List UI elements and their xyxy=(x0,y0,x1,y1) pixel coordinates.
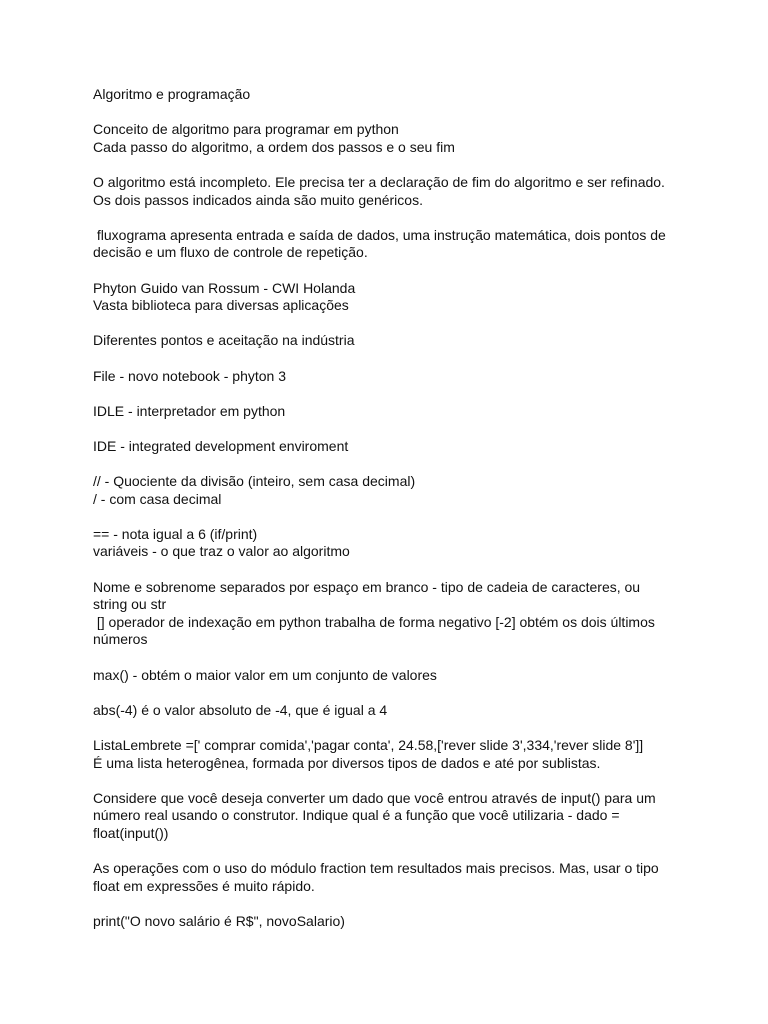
text-line: IDLE - interpretador em python xyxy=(93,402,286,419)
text-line: abs(-4) é o valor absoluto de -4, que é igual a 4 xyxy=(93,701,388,718)
text-line: O algoritmo está incompleto. Ele precisa ter a declaração de fim do algoritmo e ser refinado. xyxy=(93,173,665,190)
text-line: Vasta biblioteca para diversas aplicações xyxy=(93,297,349,314)
paragraph xyxy=(93,702,683,720)
paragraph xyxy=(93,227,683,262)
paragraph xyxy=(93,667,683,685)
text-line: Conceito de algoritmo para programar em python xyxy=(93,121,399,138)
paragraph xyxy=(93,526,683,561)
text-line: [] operador de indexação em python trabalha de forma negativo [-2] obtém os dois últimos xyxy=(93,613,655,630)
text-line: File - novo notebook - phyton 3 xyxy=(93,367,287,384)
text-line: == - nota igual a 6 (if/print) xyxy=(93,525,258,542)
paragraph xyxy=(93,438,683,456)
text-line: Os dois passos indicados ainda são muito genéricos. xyxy=(93,191,423,208)
text-line: decisão e um fluxo de controle de repetição. xyxy=(93,244,368,261)
text-line: IDE - integrated development enviroment xyxy=(93,437,349,454)
text-line: Cada passo do algoritmo, a ordem dos passos e o seu fim xyxy=(93,138,455,155)
text-line: ListaLembrete =[' comprar comida','pagar conta', 24.58,['rever slide 3',334,'rever slide 8']] xyxy=(93,736,644,753)
paragraph xyxy=(93,174,683,209)
text-line: Nome e sobrenome separados por espaço em branco - tipo de cadeia de caracteres, ou xyxy=(93,578,641,595)
text-line: números xyxy=(93,631,148,648)
text-line: print("O novo salário é R$", novoSalario) xyxy=(93,912,345,929)
text-line: número real usando o construtor. Indique qual é a função que você utilizaria - dado = xyxy=(93,807,620,824)
text-line: Algoritmo e programação xyxy=(93,86,251,102)
text-line: É uma lista heterogênea, formada por diversos tipos de dados e até por sublistas. xyxy=(93,754,601,771)
text-line: float(input()) xyxy=(93,824,169,841)
paragraph xyxy=(93,913,683,931)
paragraph xyxy=(93,121,683,156)
text-line: / - com casa decimal xyxy=(93,490,222,507)
paragraph xyxy=(93,737,683,772)
text-line: fluxograma apresenta entrada e saída de dados, uma instrução matemática, dois pontos de xyxy=(93,226,666,243)
paragraph xyxy=(93,860,683,895)
text-line: // - Quociente da divisão (inteiro, sem casa decimal) xyxy=(93,473,416,490)
paragraph xyxy=(93,280,683,315)
paragraph xyxy=(93,790,683,843)
text-line: Considere que você deseja converter um dado que você entrou através de input() para um xyxy=(93,789,656,806)
paragraph-title xyxy=(93,86,683,104)
text-line: Diferentes pontos e aceitação na indústria xyxy=(93,332,355,349)
text-line: As operações com o uso do módulo fraction tem resultados mais precisos. Mas, usar o tipo xyxy=(93,860,659,877)
text-line: float em expressões é muito rápido. xyxy=(93,877,315,894)
document-page xyxy=(93,86,683,948)
text-line: max() - obtém o maior valor em um conjunto de valores xyxy=(93,666,437,683)
paragraph xyxy=(93,403,683,421)
text-line: variáveis - o que traz o valor ao algoritmo xyxy=(93,543,350,560)
paragraph xyxy=(93,368,683,386)
text-line: string ou str xyxy=(93,596,167,613)
paragraph xyxy=(93,473,683,508)
text-line: Phyton Guido van Rossum - CWI Holanda xyxy=(93,279,356,296)
paragraph xyxy=(93,579,683,649)
paragraph xyxy=(93,332,683,350)
